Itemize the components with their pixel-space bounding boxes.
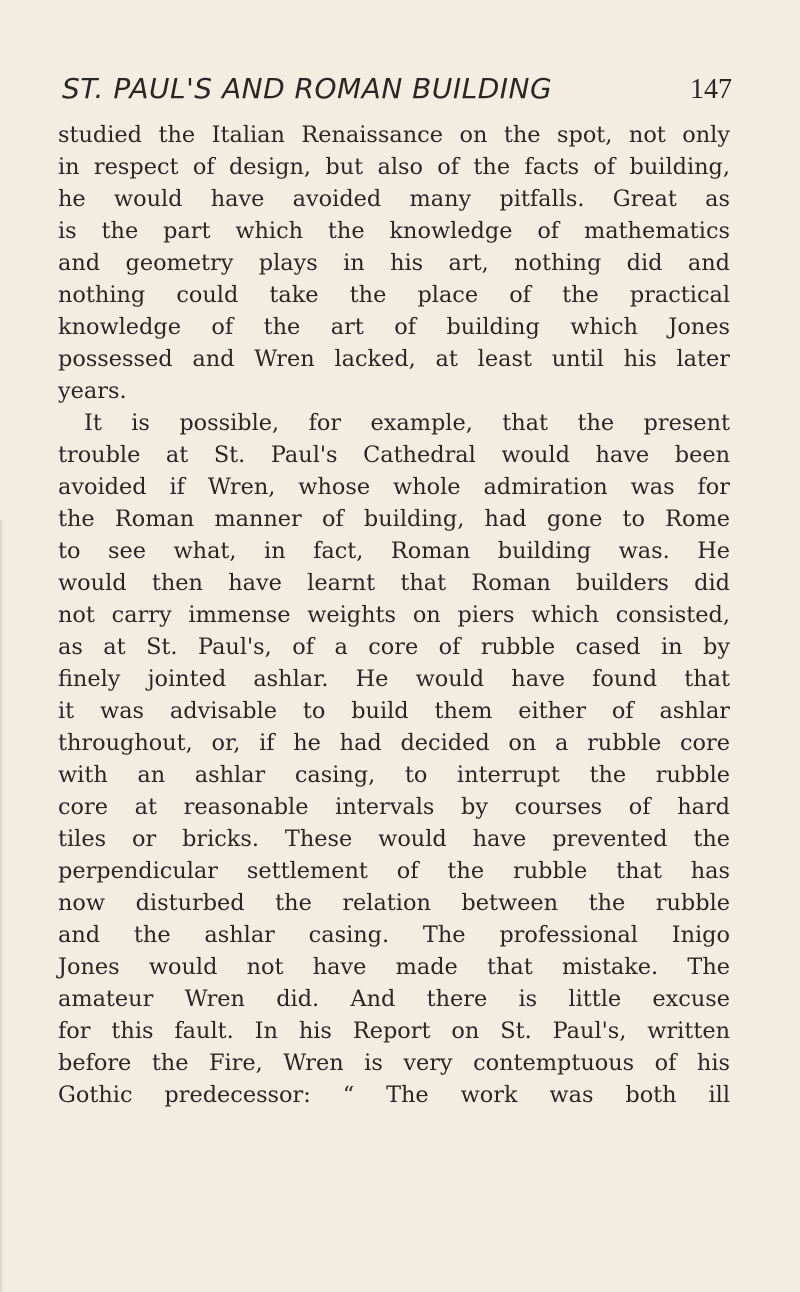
text-line: the Roman manner of building, had gone to Rome [58,506,730,532]
text-line: in respect of design, but also of the facts of building, [58,154,730,180]
text-line: core at reasonable intervals by courses of hard [58,794,730,820]
text-line: knowledge of the art of building which Jones [58,314,730,340]
text-line: not carry immense weights on piers which consisted, [58,602,730,628]
running-head [56,72,732,112]
text-line: avoided if Wren, whose whole admiration was for [58,474,730,500]
text-line: before the Fire, Wren is very contemptuous of his [58,1050,730,1076]
text-line: throughout, or, if he had decided on a rubble core [58,730,730,756]
text-line: for this fault. In his Report on St. Paul's, written [58,1018,730,1044]
text-line: amateur Wren did. And there is little excuse [58,986,730,1012]
text-line: it was advisable to build them either of ashlar [58,698,730,724]
paragraph-start-line: It is possible, for example, that the present [84,410,730,436]
text-line: studied the Italian Renaissance on the spot, not only [58,122,730,148]
text-line: Jones would not have made that mistake. The [58,954,730,980]
text-line: he would have avoided many pitfalls. Great as [58,186,730,212]
running-title: ST. PAUL'S AND ROMAN BUILDING [62,72,553,105]
text-line: tiles or bricks. These would have prevented the [58,826,730,852]
text-line: trouble at St. Paul's Cathedral would have been [58,442,730,468]
text-line: to see what, in fact, Roman building was. He [58,538,730,564]
text-line: perpendicular settlement of the rubble that has [58,858,730,884]
text-line: with an ashlar casing, to interrupt the rubble [58,762,730,788]
text-line: as at St. Paul's, of a core of rubble cased in by [58,634,730,660]
text-line: is the part which the knowledge of mathematics [58,218,730,244]
text-line: finely jointed ashlar. He would have found that [58,666,730,692]
text-line: nothing could take the place of the practical [58,282,730,308]
text-line: years. [58,378,127,404]
page-number: 147 [690,74,732,105]
text-line: Gothic predecessor: “ The work was both ill [58,1082,730,1108]
text-line: possessed and Wren lacked, at least until his later [58,346,730,372]
text-line: and the ashlar casing. The professional Inigo [58,922,730,948]
text-line: and geometry plays in his art, nothing did and [58,250,730,276]
page-edge-shadow [0,520,4,1292]
text-line: now disturbed the relation between the rubble [58,890,730,916]
text-line: would then have learnt that Roman builders did [58,570,730,596]
